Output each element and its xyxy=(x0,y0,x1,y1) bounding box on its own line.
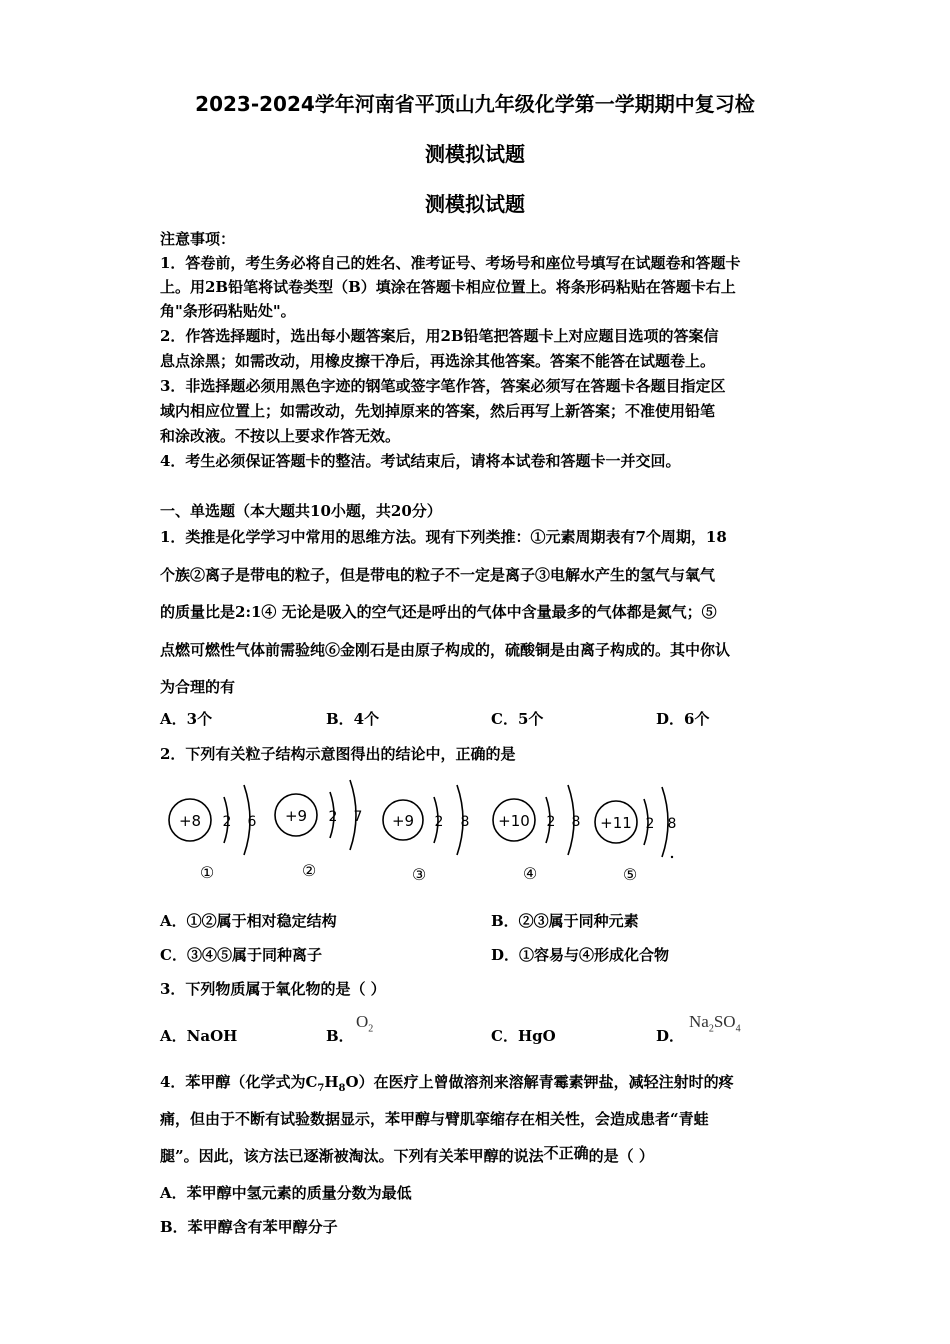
particle-2-label: ② xyxy=(301,861,317,880)
notice-line: 4．考生必须保证答题卡的整洁。考试结束后，请将本试卷和答题卡一并交回。 xyxy=(160,452,681,470)
q3-option-c: C．HgO xyxy=(491,1027,556,1045)
particle-5-shell1: 2 xyxy=(645,816,655,832)
particle-5-nucleus: +11 xyxy=(600,814,632,832)
particle-1-shell2: 6 xyxy=(247,814,257,830)
q3-option-b-label: B． xyxy=(326,1027,354,1045)
q2-option-c: C．③④⑤属于同种离子 xyxy=(160,946,322,964)
q3-option-d-formula: $Na_2SO_4$ xyxy=(689,1012,741,1035)
q2-stem: 2．下列有关粒子结构示意图得出的结论中，正确的是 xyxy=(160,745,516,763)
particle-3-label: ③ xyxy=(411,865,427,884)
particle-2-nucleus: +9 xyxy=(284,807,308,825)
notice-line: 息点涂黑；如需改动，用橡皮擦干净后，再选涂其他答案。答案不能答在试题卷上。 xyxy=(160,352,716,370)
q1-line: 的质量比是2:1④ 无论是吸入的空气还是呼出的气体中含量最多的气体都是氮气；⑤ xyxy=(160,603,717,621)
q1-option-d: D．6个 xyxy=(656,710,710,728)
q4-option-a: A．苯甲醇中氢元素的质量分数为最低 xyxy=(160,1184,412,1202)
q2-option-d: D．①容易与④形成化合物 xyxy=(491,946,670,964)
stray-dot xyxy=(671,856,673,858)
particle-1-label: ① xyxy=(199,863,215,882)
notice-line: 2．作答选择题时，选出每小题答案后，用2B铅笔把答题卡上对应题目选项的答案信 xyxy=(160,327,719,345)
notice-line: 角"条形码粘贴处"。 xyxy=(160,302,296,320)
particle-4-label: ④ xyxy=(522,864,538,883)
q4-option-b: B．苯甲醇含有苯甲醇分子 xyxy=(160,1218,338,1236)
particle-4-nucleus: +10 xyxy=(498,812,530,830)
q3-option-b-formula: $O_2$ xyxy=(356,1012,374,1035)
particle-4-shell1: 2 xyxy=(546,814,556,830)
q4-line-1: 4．苯甲醇（化学式为$C_7H_8O$）在医疗上曾做溶剂来溶解青霉素钾盐，减轻注射时的疼 xyxy=(160,1073,734,1094)
particle-3-shell1: 2 xyxy=(434,814,444,830)
notice-heading: 注意事项： xyxy=(160,230,236,248)
particle-2-shell1: 2 xyxy=(328,809,338,825)
q4-line-3: 腿”。因此，该方法已逐渐被淘汰。下列有关苯甲醇的说法不正确的是（ ） xyxy=(160,1144,654,1165)
section-heading: 一、单选题（本大题共10小题，共20分） xyxy=(160,502,442,520)
particle-1-shell1: 2 xyxy=(222,814,232,830)
q4-emphasis: 不正确 xyxy=(543,1144,589,1162)
q1-line: 点燃可燃性气体前需验纯⑥金刚石是由原子构成的，硫酸铜是由离子构成的。其中你认 xyxy=(160,641,731,659)
q1-option-c: C．5个 xyxy=(491,710,544,728)
exam-title-line1: 2023-2024学年河南省平顶山九年级化学第一学期期中复习检 xyxy=(195,92,755,116)
exam-title-line2: 测模拟试题 xyxy=(425,142,525,166)
particle-5-shell2: 8 xyxy=(667,816,677,832)
q1-line: 1．类推是化学学习中常用的思维方法。现有下列类推：①元素周期表有7个周期，18 xyxy=(160,528,727,546)
q1-option-b: B．4个 xyxy=(326,710,380,728)
q1-option-a: A．3个 xyxy=(160,710,213,728)
q1-line: 为合理的有 xyxy=(160,678,236,696)
q2-option-b: B．②③属于同种元素 xyxy=(491,912,639,930)
particle-4-shell2: 8 xyxy=(571,814,581,830)
q4-line-2: 痛，但由于不断有试验数据显示，苯甲醇与臂肌挛缩存在相关性，会造成患者“青蛙 xyxy=(160,1110,709,1128)
particle-2-shell2: 7 xyxy=(353,809,363,825)
notice-line: 域内相应位置上；如需改动，先划掉原来的答案，然后再写上新答案；不准使用铅笔 xyxy=(160,402,716,420)
notice-line: 上。用2B铅笔将试卷类型（B）填涂在答题卡相应位置上。将条形码粘贴在答题卡右上 xyxy=(160,278,736,296)
notice-line: 和涂改液。不按以上要求作答无效。 xyxy=(160,427,401,445)
q3-option-a: A．NaOH xyxy=(160,1027,238,1045)
notice-line: 1．答卷前，考生务必将自己的姓名、准考证号、考场号和座位号填写在试题卷和答题卡 xyxy=(160,254,741,272)
particle-5-label: ⑤ xyxy=(622,865,638,884)
q1-line: 个族②离子是带电的粒子，但是带电的粒子不一定是离子③电解水产生的氢气与氧气 xyxy=(160,566,716,584)
particle-3-shell2: 8 xyxy=(460,814,470,830)
q3-option-d-label: D． xyxy=(656,1027,685,1045)
particle-3-nucleus: +9 xyxy=(391,812,415,830)
q3-stem: 3．下列物质属于氧化物的是（ ） xyxy=(160,980,386,998)
exam-title-line3: 测模拟试题 xyxy=(425,192,525,216)
q2-option-a: A．①②属于相对稳定结构 xyxy=(160,912,337,930)
particle-structure-diagram xyxy=(160,775,700,895)
particle-1-nucleus: +8 xyxy=(178,812,202,830)
notice-line: 3．非选择题必须用黑色字迹的钢笔或签字笔作答，答案必须写在答题卡各题目指定区 xyxy=(160,377,726,395)
